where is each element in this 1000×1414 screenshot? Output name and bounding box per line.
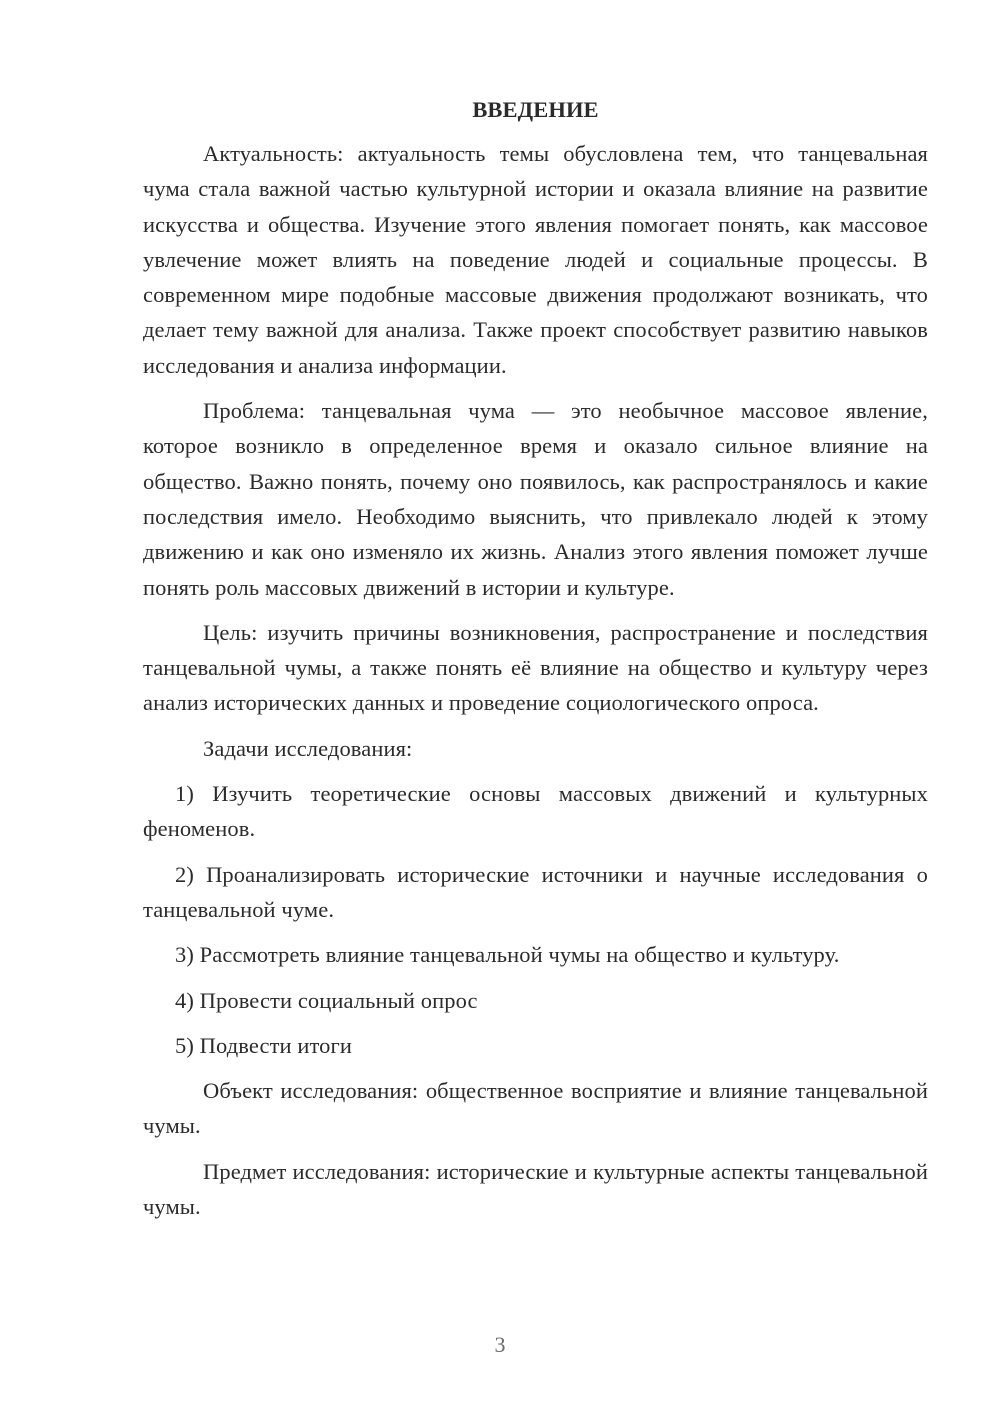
subject-paragraph: Предмет исследования: исторические и культурные аспекты танцевальной чумы. xyxy=(143,1158,928,1220)
document-page xyxy=(143,92,928,1234)
goal-paragraph: Цель: изучить причины возникновения, распространение и последствия танцевальной чумы, а также понять её влияние на общество и культуру через анализ исторических данных и проведение социологического опроса. xyxy=(143,619,928,716)
object-paragraph: Объект исследования: общественное восприятие и влияние танцевальной чумы. xyxy=(143,1078,928,1139)
problem-paragraph: Проблема: танцевальная чума — это необычное массовое явление, которое возникло в определенное время и оказало сильное влияние на общество. Важно понять, почему оно появилось, как распространялось и какие последствия имело. Необходимо выяснить, что привлекало людей к этому движению и как оно изменяло их жизнь. Анализ этого явления поможет лучше понять роль массовых движений в истории и культуре. xyxy=(143,398,928,600)
page-number: 3 xyxy=(494,1332,506,1357)
task-item-3: 3) Рассмотреть влияние танцевальной чумы на общество и культуру. xyxy=(175,942,840,968)
task-item-5: 5) Подвести итоги xyxy=(175,1032,352,1058)
tasks-heading: Задачи исследования: xyxy=(203,735,413,761)
relevance-paragraph: Актуальность: актуальность темы обусловлена тем, что танцевальная чума стала важной частью культурной истории и оказала влияние на развитие искусства и общества. Изучение этого явления помогает понять, как массовое увлечение может влиять на поведение людей и социальные процессы. В современном мире подобные массовые движения продолжают возникать, что делает тему важной для анализа. Также проект способствует развитию навыков исследования и анализа информации. xyxy=(143,141,928,378)
task-item-2: 2) Проанализировать исторические источники и научные исследования о танцевальной чуме. xyxy=(143,861,928,922)
section-title: ВВЕДЕНИЕ xyxy=(472,97,599,122)
task-item-4: 4) Провести социальный опрос xyxy=(175,987,478,1013)
task-item-1: 1) Изучить теоретические основы массовых движений и культурных феноменов. xyxy=(143,781,928,842)
